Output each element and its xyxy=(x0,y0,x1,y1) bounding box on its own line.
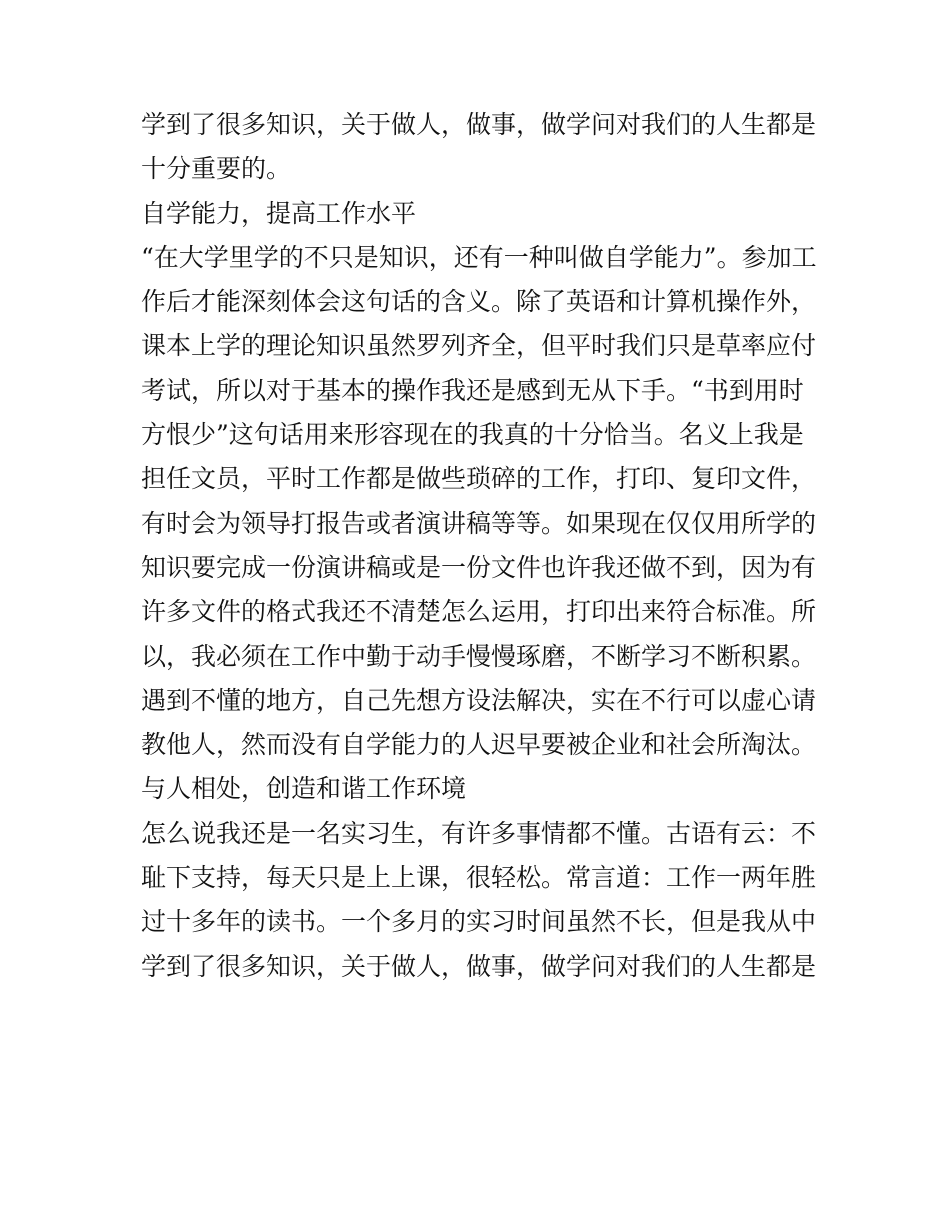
text-line: “在大学里学的不只是知识，还有一种叫做自学能力”。参加工 xyxy=(141,242,817,272)
section-heading: 自学能力，提高工作水平 xyxy=(141,198,417,228)
text-line: 以，我必须在工作中勤于动手慢慢琢磨，不断学习不断积累。 xyxy=(141,641,817,671)
text-line: 方恨少”这句话用来形容现在的我真的十分恰当。名义上我是 xyxy=(141,420,804,450)
text-line: 遇到不懂的地方，自己先想方设法解决，实在不行可以虚心请 xyxy=(141,685,817,715)
text-line: 许多文件的格式我还不清楚怎么运用，打印出来符合标准。所 xyxy=(141,597,817,627)
text-line: 考试，所以对于基本的操作我还是感到无从下手。“书到用时 xyxy=(141,375,804,405)
text-line: 知识要完成一份演讲稿或是一份文件也许我还做不到，因为有 xyxy=(141,552,817,582)
text-line: 教他人，然而没有自学能力的人迟早要被企业和社会所淘汰。 xyxy=(141,730,817,760)
section-heading: 与人相处，创造和谐工作环境 xyxy=(141,774,467,804)
text-line: 过十多年的读书。一个多月的实习时间虽然不长，但是我从中 xyxy=(141,907,817,937)
text-line: 作后才能深刻体会这句话的含义。除了英语和计算机操作外， xyxy=(141,287,817,317)
text-line: 有时会为领导打报告或者演讲稿等等。如果现在仅仅用所学的 xyxy=(141,508,817,538)
text-line: 学到了很多知识，关于做人，做事，做学问对我们的人生都是 xyxy=(141,110,817,139)
text-line: 十分重要的。 xyxy=(141,154,292,184)
document-body xyxy=(141,103,821,989)
text-line: 课本上学的理论知识虽然罗列齐全，但平时我们只是草率应付 xyxy=(141,331,817,361)
text-line: 学到了很多知识，关于做人，做事，做学问对我们的人生都是 xyxy=(141,951,817,981)
text-line: 耻下支持，每天只是上上课，很轻松。常言道：工作一两年胜 xyxy=(141,863,817,893)
text-line: 担任文员，平时工作都是做些琐碎的工作，打印、复印文件， xyxy=(141,464,817,494)
text-line: 怎么说我还是一名实习生，有许多事情都不懂。古语有云：不 xyxy=(141,818,817,848)
